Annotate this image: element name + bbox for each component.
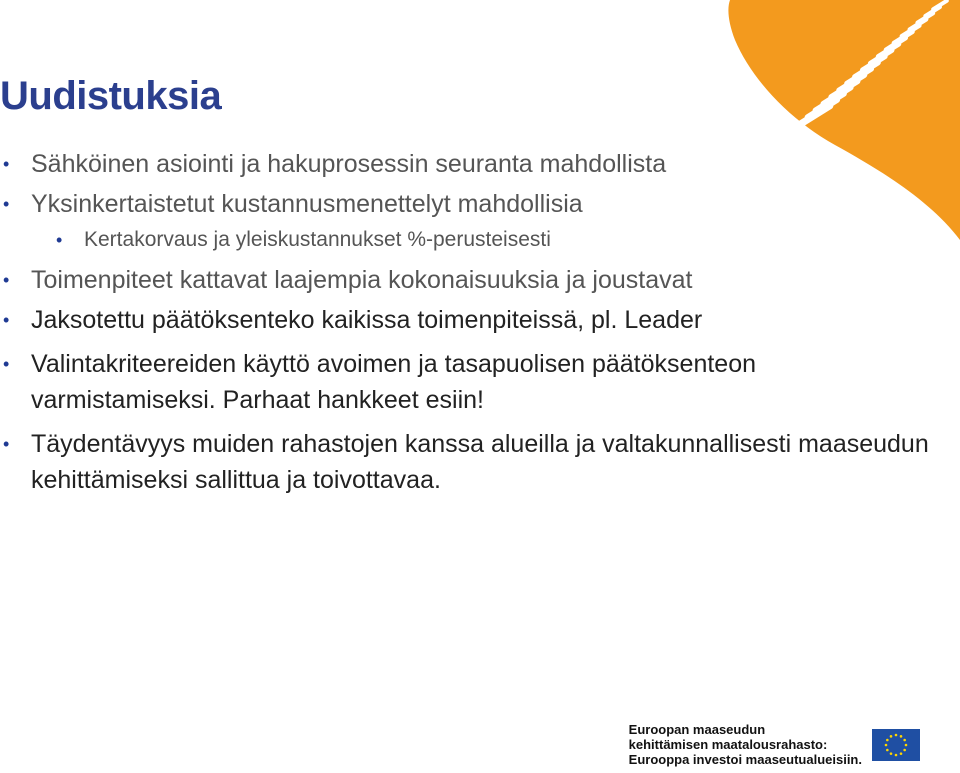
bullet-item: • Sähköinen asiointi ja hakuprosessin seuranta mahdollista [0, 146, 930, 182]
bullet-item: • Toimenpiteet kattavat laajempia kokonaisuuksia ja joustavat [0, 262, 930, 298]
bullet-item: • Täydentävyys muiden rahastojen kanssa alueilla ja valtakunnallisesti maaseudun kehittämiseksi sallittua ja toivottavaa. [0, 426, 930, 498]
eu-flag-icon [872, 729, 920, 761]
bullet-list [0, 146, 930, 498]
bullet-item: • Valintakriteereiden käyttö avoimen ja tasapuolisen päätöksenteon varmistamiseksi. Parhaat hankkeet esiin! [0, 346, 930, 418]
eu-funding-text [629, 722, 862, 767]
footer-line: Euroopan maaseudun [628, 722, 766, 737]
footer-line: kehittämisen maatalousrahasto: [628, 737, 828, 752]
sub-bullet-item: • Kertakorvaus ja yleiskustannukset %-perusteisesti [0, 222, 930, 258]
slide-title: Uudistuksia [0, 74, 222, 118]
eu-funding-footer [629, 722, 920, 767]
footer-line: Eurooppa investoi maaseutualueisiin. [628, 752, 862, 767]
bullet-item: • Jaksotettu päätöksenteko kaikissa toimenpiteissä, pl. Leader [0, 302, 930, 338]
bullet-item: • Yksinkertaistetut kustannusmenettelyt mahdollisia [0, 186, 930, 222]
